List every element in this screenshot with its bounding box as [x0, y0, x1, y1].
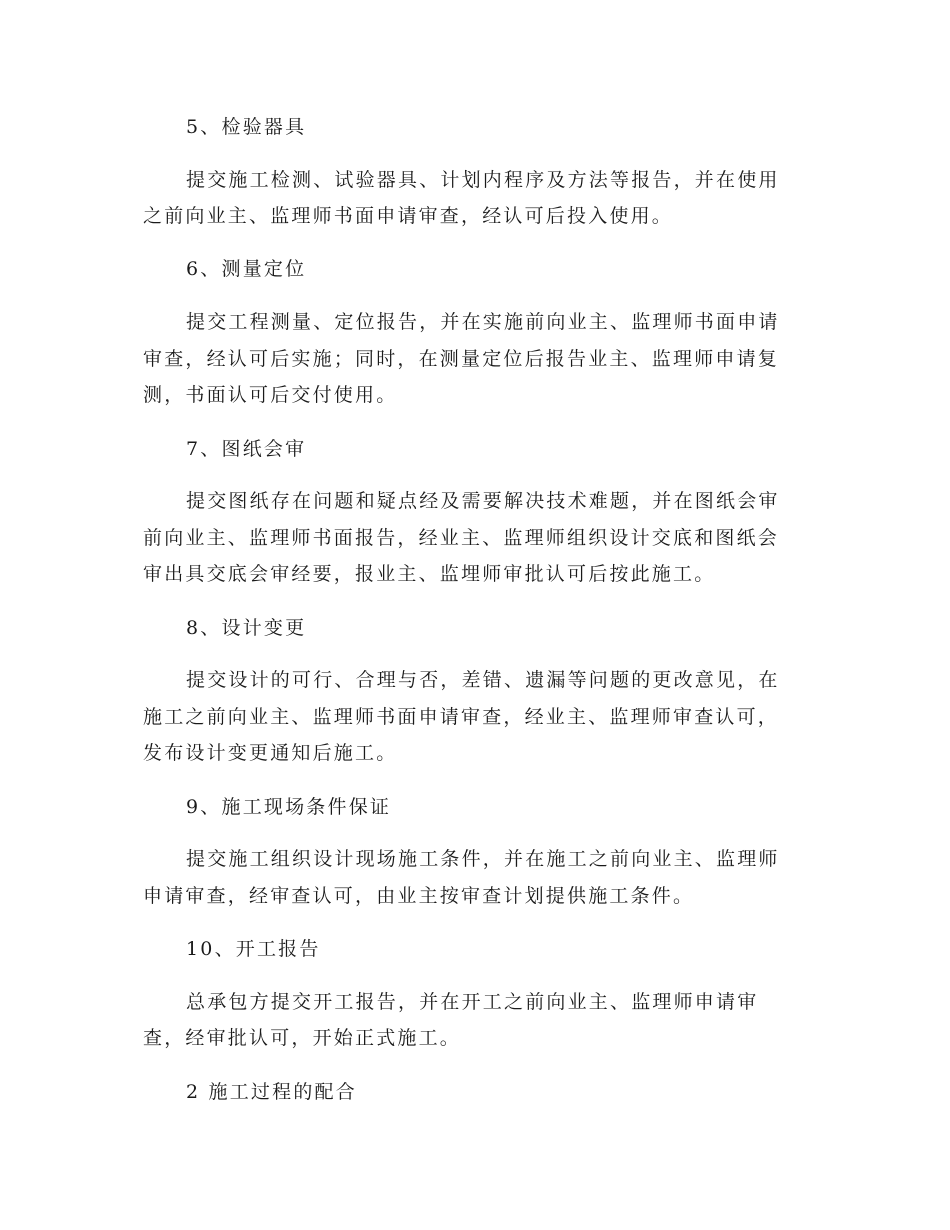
paragraph-line: 前向业主、监理师书面报告，经业主、监理师组织设计交底和图纸会 — [143, 527, 780, 549]
paragraph-line: 测，书面认可后交付使用。 — [143, 384, 398, 406]
section-heading-9: 9、施工现场条件保证 — [186, 796, 392, 818]
section-heading-6: 6、测量定位 — [186, 258, 307, 280]
paragraph-line: 发布设计变更通知后施工。 — [143, 742, 398, 764]
section-heading-8: 8、设计变更 — [186, 617, 307, 639]
paragraph-line: 之前向业主、监理师书面申请审查，经认可后投入使用。 — [143, 205, 674, 227]
paragraph-line: 提交工程测量、定位报告，并在实施前向业主、监理师书面申请 — [186, 311, 780, 333]
paragraph-line: 施工之前向业主、监理师书面申请审查，经业主、监理师审查认可， — [143, 706, 780, 728]
paragraph-line: 审查，经认可后实施；同时，在测量定位后报告业主、监理师申请复 — [143, 348, 780, 370]
paragraph-line: 总承包方提交开工报告，并在开工之前向业主、监理师申请审 — [186, 991, 759, 1013]
paragraph-line: 查，经审批认可，开始正式施工。 — [143, 1027, 462, 1049]
paragraph-line: 审出具交底会审经要，报业主、监埋师审批认可后按此施工。 — [143, 563, 716, 585]
chapter-heading: 2 施工过程的配合 — [186, 1081, 357, 1103]
paragraph-line: 提交图纸存在问题和疑点经及需要解决技术难题，并在图纸会审 — [186, 490, 780, 512]
section-heading-10: 10、开工报告 — [186, 938, 321, 960]
paragraph-line: 提交设计的可行、合理与否，差错、遗漏等问题的更改意见，在 — [186, 669, 780, 691]
paragraph-line: 提交施工组织设计现场施工条件，并在施工之前向业主、监理师 — [186, 848, 780, 870]
section-heading-5: 5、检验器具 — [186, 116, 307, 138]
paragraph-line: 提交施工检测、试验器具、计划内程序及方法等报告，并在使用 — [186, 169, 780, 191]
section-heading-7: 7、图纸会审 — [186, 438, 307, 460]
paragraph-line: 申请审查，经审查认可，由业主按审查计划提供施工条件。 — [143, 885, 695, 907]
